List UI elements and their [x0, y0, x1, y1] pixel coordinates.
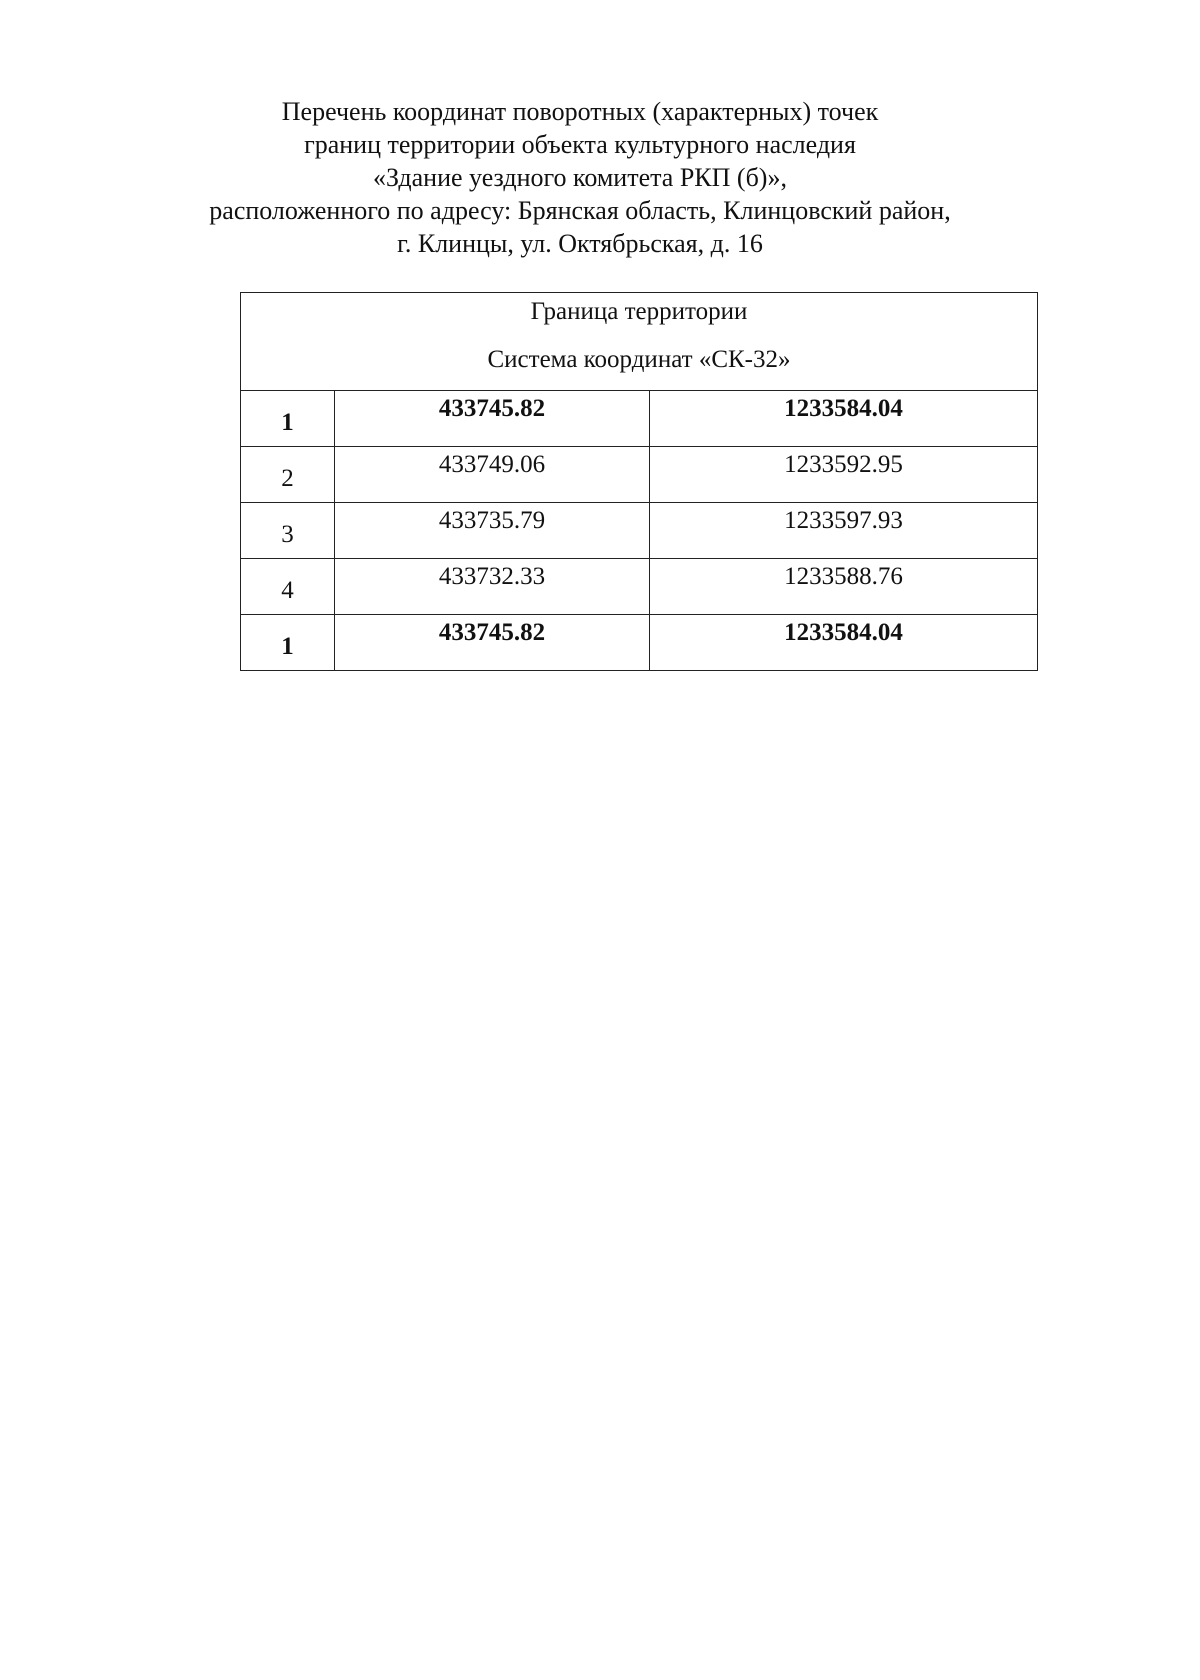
table-row [241, 559, 1038, 615]
title-line: границ территории объекта культурного наследия [304, 130, 856, 159]
point-number: 1 [241, 391, 335, 447]
coordinate-system-heading: Система координат «СК-32» [487, 346, 791, 373]
x-coordinate: 433749.06 [335, 447, 650, 503]
title-line: г. Клинцы, ул. Октябрьская, д. 16 [397, 229, 763, 258]
point-number: 1 [241, 615, 335, 671]
table-header-row [241, 293, 1038, 391]
point-number: 2 [241, 447, 335, 503]
y-coordinate: 1233584.04 [650, 391, 1038, 447]
y-coordinate: 1233592.95 [650, 447, 1038, 503]
table-row [241, 391, 1038, 447]
x-coordinate: 433745.82 [335, 391, 650, 447]
point-number: 3 [241, 503, 335, 559]
title-line: Перечень координат поворотных (характерных) точек [281, 97, 879, 126]
document-title [200, 95, 960, 260]
x-coordinate: 433735.79 [335, 503, 650, 559]
x-coordinate: 433745.82 [335, 615, 650, 671]
y-coordinate: 1233588.76 [650, 559, 1038, 615]
y-coordinate: 1233597.93 [650, 503, 1038, 559]
y-coordinate: 1233584.04 [650, 615, 1038, 671]
table-row [241, 503, 1038, 559]
title-line: расположенного по адресу: Брянская область, Клинцовский район, [209, 196, 951, 225]
table-row [241, 447, 1038, 503]
x-coordinate: 433732.33 [335, 559, 650, 615]
territory-boundary-heading: Граница территории [530, 298, 748, 325]
coordinates-table [240, 292, 1038, 671]
table-row [241, 615, 1038, 671]
point-number: 4 [241, 559, 335, 615]
table-header-cell [241, 293, 1038, 391]
title-line: «Здание уездного комитета РКП (б)», [373, 163, 787, 192]
